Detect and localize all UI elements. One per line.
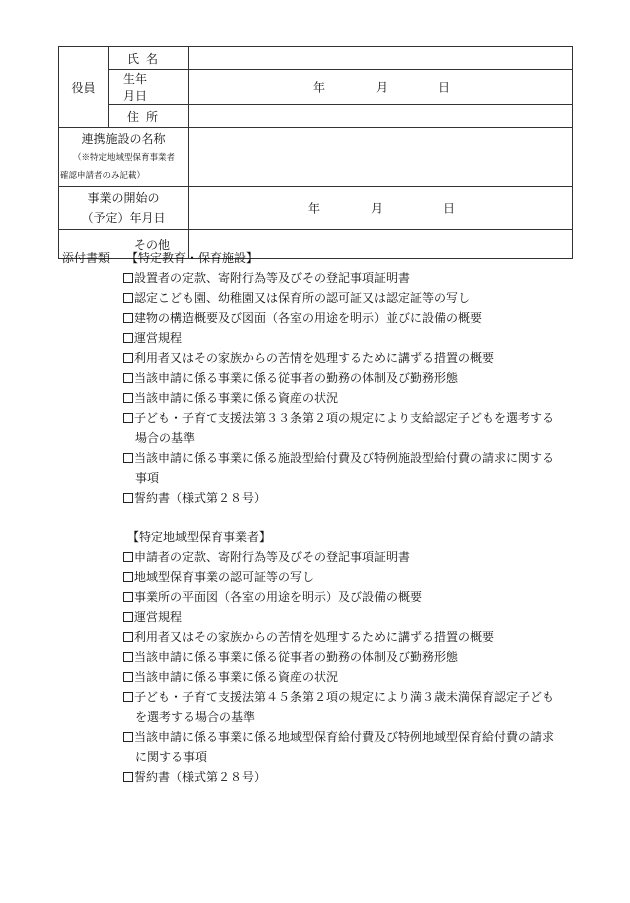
checklist-item-text: 運営規程: [134, 610, 183, 624]
checklist-item: [123, 607, 582, 627]
checkbox-icon[interactable]: [123, 772, 133, 782]
checklist-item-text: 運営規程: [134, 331, 183, 345]
checkbox-icon[interactable]: [123, 273, 133, 283]
checkbox-icon[interactable]: [123, 672, 133, 682]
checklist-item-text: 利用者又はその家族からの苦情を処理するために講ずる措置の概要: [134, 351, 495, 365]
dob-year-label: 年: [313, 80, 326, 95]
checklist-item-text: 誓約書（様式第２８号）: [134, 770, 267, 784]
checklist-item-text: 利用者又はその家族からの苦情を処理するために講ずる措置の概要: [134, 630, 495, 644]
start-day-label: 日: [443, 201, 456, 216]
checkbox-icon[interactable]: [123, 732, 133, 742]
checklist-item: [123, 567, 582, 587]
start-date-label: 事業の開始の （予定）年月日: [59, 187, 189, 230]
checklist-item-text: 当該申請に係る事業に係る資産の状況: [134, 391, 339, 405]
start-date-field[interactable]: [189, 187, 573, 230]
checklist-item-text: 子ども・子育て支援法第３３条第２項の規定により支給認定子どもを選考する: [134, 411, 555, 425]
checklist-item-text: 事業所の平面図（各室の用途を明示）及び設備の概要: [134, 590, 423, 604]
checkbox-icon[interactable]: [123, 353, 133, 363]
checklist-item: [123, 368, 582, 388]
checklist-item-text: 地域型保育事業の認可証等の写し: [134, 570, 315, 584]
checkbox-icon[interactable]: [123, 652, 133, 662]
checklist-item-text: 申請者の定款、寄附行為等及びその登記事項証明書: [134, 550, 411, 564]
checklist-item-text: 当該申請に係る事業に係る従事者の勤務の体制及び勤務形態: [134, 371, 459, 385]
checklist-item-text: 当該申請に係る事業に係る従事者の勤務の体制及び勤務形態: [134, 650, 459, 664]
checklist-item: [123, 488, 582, 508]
checkbox-icon[interactable]: [123, 493, 133, 503]
checkbox-icon[interactable]: [123, 692, 133, 702]
checklist-item: [123, 647, 582, 667]
attachments-label: 添付書類: [62, 251, 111, 265]
checklist-item: [123, 727, 582, 767]
checklist-item: [123, 667, 582, 687]
checklist-item: [123, 587, 582, 607]
checklist-item: [123, 627, 582, 647]
checklist-item: [123, 448, 582, 488]
other-label: その他: [59, 230, 189, 259]
checklist-item-text: に関する事項: [135, 750, 208, 764]
dob-field[interactable]: [189, 70, 573, 105]
checklist-item: [123, 348, 582, 368]
checkbox-icon[interactable]: [123, 333, 133, 343]
checklist-item: [123, 767, 582, 787]
section2-title: 【特定地域型保育事業者】: [127, 530, 272, 544]
checklist-item-text: 場合の基準: [135, 431, 196, 445]
checklist-item-text: を選考する場合の基準: [135, 710, 256, 724]
partner-facility-label: 連携施設の名称 （※特定地域型保育事業者 確認申請者のみ記載）: [59, 128, 189, 187]
dob-day-label: 日: [438, 80, 451, 95]
checkbox-icon[interactable]: [123, 313, 133, 323]
checklist-item-text: 設置者の定款、寄附行為等及びその登記事項証明書: [134, 271, 411, 285]
checkbox-icon[interactable]: [123, 572, 133, 582]
checklist-item: [123, 388, 582, 408]
checklist-item: [123, 268, 582, 288]
checkbox-icon[interactable]: [123, 552, 133, 562]
address-field[interactable]: [189, 105, 573, 128]
checklist-item-text: 事項: [135, 471, 160, 485]
name-label: 氏 名: [109, 47, 189, 70]
checklist-item: [123, 328, 582, 348]
checklist-item: [123, 687, 582, 727]
officer-label: 役員: [59, 47, 109, 128]
checklist-item-text: 当該申請に係る事業に係る資産の状況: [134, 670, 339, 684]
partner-facility-field[interactable]: [189, 128, 573, 187]
attachments-section: [62, 248, 582, 787]
dob-label: 生年月日: [109, 70, 189, 105]
checklist-item-text: 当該申請に係る事業に係る施設型給付費及び特例施設型給付費の請求に関する: [134, 451, 555, 465]
address-label: 住 所: [109, 105, 189, 128]
checklist-item-text: 誓約書（様式第２８号）: [134, 491, 267, 505]
name-field[interactable]: [189, 47, 573, 70]
application-form-table: [58, 46, 573, 259]
checkbox-icon[interactable]: [123, 393, 133, 403]
checklist-item: [123, 408, 582, 448]
checkbox-icon[interactable]: [123, 413, 133, 423]
checklist-item-text: 子ども・子育て支援法第４５条第２項の規定により満３歳未満保育認定子ども: [134, 690, 555, 704]
checklist-item-text: 建物の構造概要及び図面（各室の用途を明示）並びに設備の概要: [134, 311, 483, 325]
checklist-item: [123, 308, 582, 328]
checkbox-icon[interactable]: [123, 612, 133, 622]
section2-list: [123, 547, 582, 787]
start-month-label: 月: [371, 201, 384, 216]
section1-list: [123, 268, 582, 508]
start-year-label: 年: [308, 201, 321, 216]
checklist-item: [123, 288, 582, 308]
checklist-item-text: 認定こども園、幼稚園又は保育所の認可証又は認定証等の写し: [134, 291, 471, 305]
checklist-item: [123, 547, 582, 567]
checkbox-icon[interactable]: [123, 592, 133, 602]
checkbox-icon[interactable]: [123, 373, 133, 383]
checkbox-icon[interactable]: [123, 632, 133, 642]
dob-month-label: 月: [376, 80, 389, 95]
checkbox-icon[interactable]: [123, 453, 133, 463]
checkbox-icon[interactable]: [123, 293, 133, 303]
checklist-item-text: 当該申請に係る事業に係る地域型保育給付費及び特例地域型保育給付費の請求: [134, 730, 555, 744]
section1-title: 【特定教育・保育施設】: [126, 251, 259, 265]
